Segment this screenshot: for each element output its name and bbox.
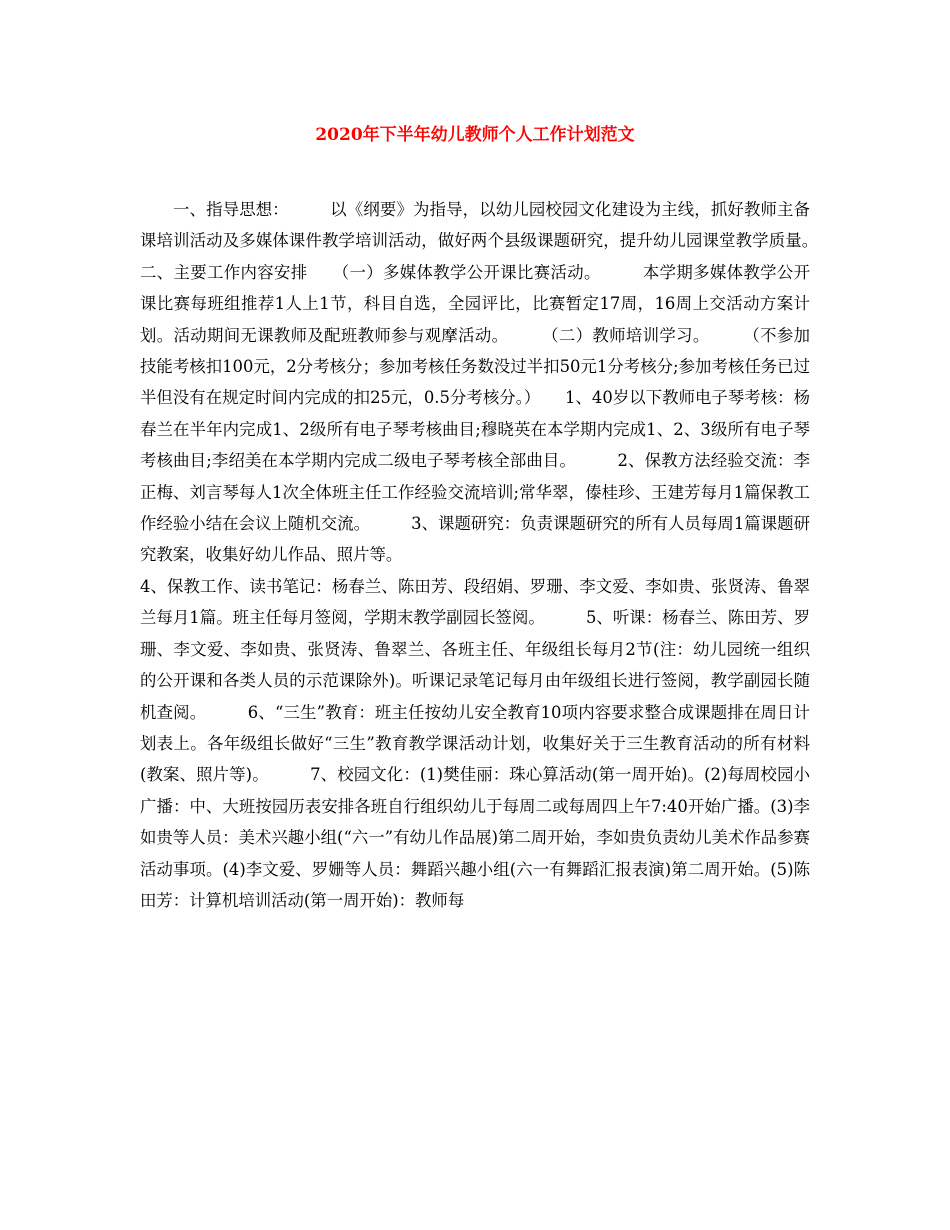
- body-paragraph: 4、保教工作、读书笔记：杨春兰、陈田芳、段绍娟、罗珊、李文爱、李如贵、张贤涛、鲁翠兰每月1篇。班主任每月签阅，学期末教学副园长签阅。 5、听课：杨春兰、陈田芳、罗珊、李文爱、李如贵、张贤涛、鲁翠兰、各班主任、年级组长每月2节(注：幼儿园统一组织的公开课和各类人员的示范课除外)。听课记录笔记每月由年级组长进行签阅，教学副园长随机查阅。 6、“三生”教育：班主任按幼儿安全教育10项内容要求整合成课题排在周日计划表上。各年级组长做好“三生”教育教学课活动计划，收集好关于三生教育活动的所有材料(教案、照片等)。 7、校园文化：(1)樊佳丽：珠心算活动(第一周开始)。(2)每周校园小广播：中、大班按园历表安排各班自行组织幼儿于每周二或每周四上午7:40开始广播。(3)李如贵等人员：美术兴趣小组(“六一”有幼儿作品展)第二周开始，李如贵负责幼儿美术作品参赛活动事项。(4)李文爱、罗姗等人员：舞蹈兴趣小组(六一有舞蹈汇报表演)第二周开始。(5)陈田芳：计算机培训活动(第一周开始)：教师每: [140, 576, 810, 910]
- body-paragraph: 一、指导思想： 以《纲要》为指导，以幼儿园校园文化建设为主线，抓好教师主备课培训活动及多媒体课件教学培训活动，做好两个县级课题研究，提升幼儿园课堂教学质量。 二、主要工作内容安排 （一）多媒体教学公开课比赛活动。 本学期多媒体教学公开课比赛每班组推荐1人上1节，科目自选，全园评比，比赛暂定17周，16周上交活动方案计划。活动期间无课教师及配班教师参与观摩活动。 （二）教师培训学习。 （不参加技能考核扣100元，2分考核分；参加考核任务数没过半扣50元1分考核分;参加考核任务已过半但没有在规定时间内完成的扣25元，0.5分考核分。） 1、40岁以下教师电子琴考核：杨春兰在半年内完成1、2级所有电子琴考核曲目;穆晓英在本学期内完成1、2、3级所有电子琴考核曲目;李绍美在本学期内完成二级电子琴考核全部曲目。 2、保教方法经验交流：李正梅、刘言琴每人1次全体班主任工作经验交流培训;常华翠，傣桂珍、王建芳每月1篇保教工作经验小结在会议上随机交流。 3、课题研究：负责课题研究的所有人员每周1篇课题研究教案，收集好幼儿作品、照片等。: [140, 200, 860, 565]
- document-title: 2020年下半年幼儿教师个人工作计划范文: [315, 125, 635, 145]
- document-body: [140, 194, 860, 916]
